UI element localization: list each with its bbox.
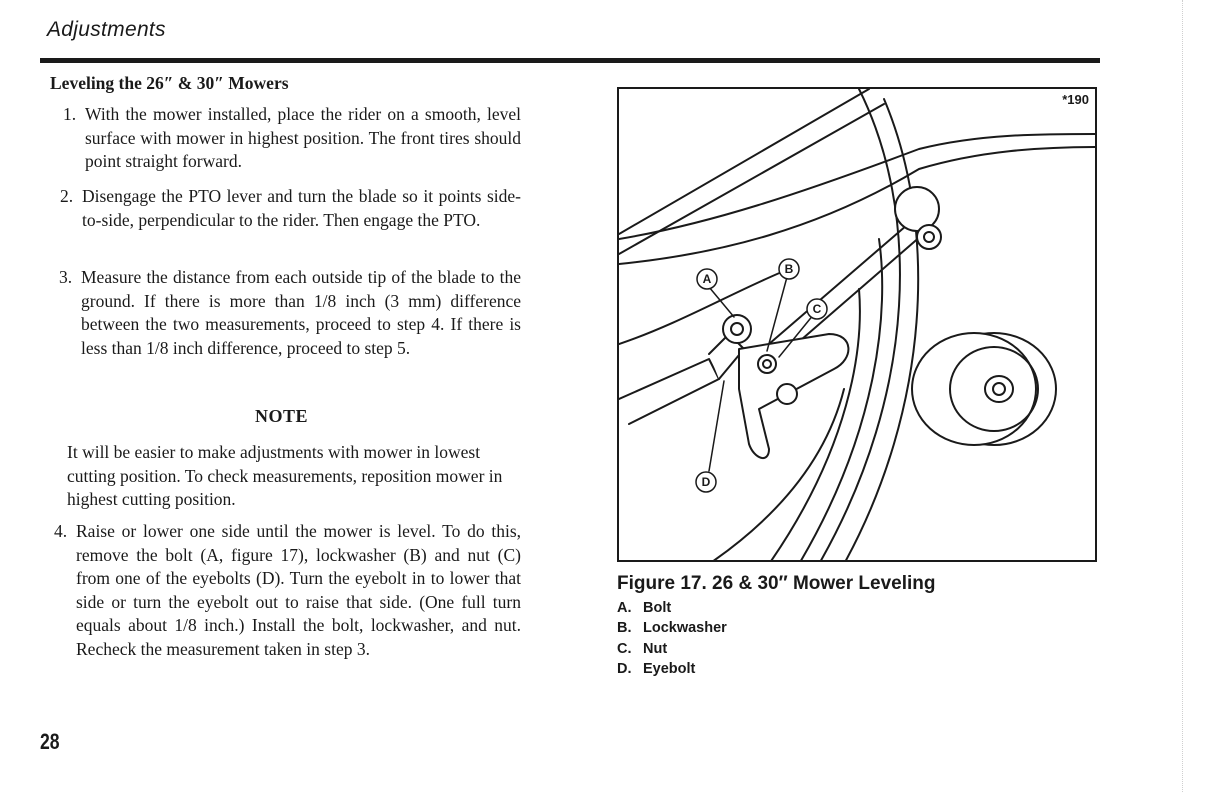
nut: [777, 384, 797, 404]
step-text: With the mower installed, place the rider on a smooth, level surface with mower in highest position. The front tires should point straight forward.: [85, 104, 521, 171]
legend-key: A.: [617, 600, 632, 616]
figure-id: *190: [1062, 92, 1089, 107]
step-text: Disengage the PTO lever and turn the blade so it points side-to-side, perpendicular to the rider. Then engage the PTO.: [82, 186, 521, 230]
page-number: 28: [40, 729, 60, 754]
legend-item: [617, 639, 727, 659]
mower-leveling-drawing: [619, 89, 1097, 562]
note-text: It will be easier to make adjustments with mower in lowest cutting position. To check measurements, reposition mower in highest cutting position.: [67, 442, 503, 509]
page-header-title: Adjustments: [47, 18, 166, 41]
legend-label: Eyebolt: [643, 660, 696, 677]
note-heading: NOTE: [255, 406, 309, 426]
legend-item: [617, 618, 727, 638]
step-1: [63, 103, 523, 175]
figure-caption: Figure 17. 26 & 30″ Mower Leveling: [617, 573, 936, 594]
step-2: [60, 185, 523, 257]
header-rule: [40, 58, 1100, 63]
lockwasher: [758, 355, 776, 373]
legend-label: Nut: [643, 640, 668, 657]
section-heading: Leveling the 26″ & 30″ Mowers: [50, 73, 289, 93]
legend-item: [617, 659, 727, 679]
callout-d-label: D: [701, 475, 711, 489]
legend-label: Lockwasher: [643, 620, 727, 637]
bolt-head: [723, 315, 751, 343]
step-number: 1.: [63, 104, 77, 124]
figure-17-illustration: [617, 87, 1097, 562]
callout-b-label: B: [784, 262, 794, 276]
step-number: 4.: [54, 521, 68, 541]
step-3: [59, 266, 523, 386]
legend-item: [617, 598, 727, 618]
legend-label: Bolt: [643, 600, 672, 616]
step-number: 3.: [59, 267, 73, 287]
step-4: [54, 520, 523, 688]
step-text: Raise or lower one side until the mower is level. To do this, remove the bolt (A, figure 17), lockwasher (B) and nut (C) from one of the eyebolts (D). Turn the eyebolt in to lower that side or turn the eyebolt out to raise that side. (One full turn equals about 1/8 inch.) Install the bolt, lockwasher, and nut. Recheck the measurement taken in step 3.: [76, 521, 521, 659]
legend-key: D.: [617, 660, 632, 677]
step-text: Measure the distance from each outside tip of the blade to the ground. If there is more than 1/8 inch (3 mm) difference between the two measurements, proceed to step 4. If there is less than 1/8 inch difference, proceed to step 5.: [81, 267, 521, 358]
figure-legend: [617, 598, 727, 679]
legend-key: C.: [617, 640, 632, 657]
callout-c-label: C: [812, 302, 822, 316]
callout-a-label: A: [702, 272, 712, 286]
step-number: 2.: [60, 186, 74, 206]
legend-key: B.: [617, 620, 632, 637]
lift-link: [769, 219, 914, 344]
page-edge-marks: [1182, 0, 1184, 792]
eyebolt-rod: [619, 359, 719, 424]
